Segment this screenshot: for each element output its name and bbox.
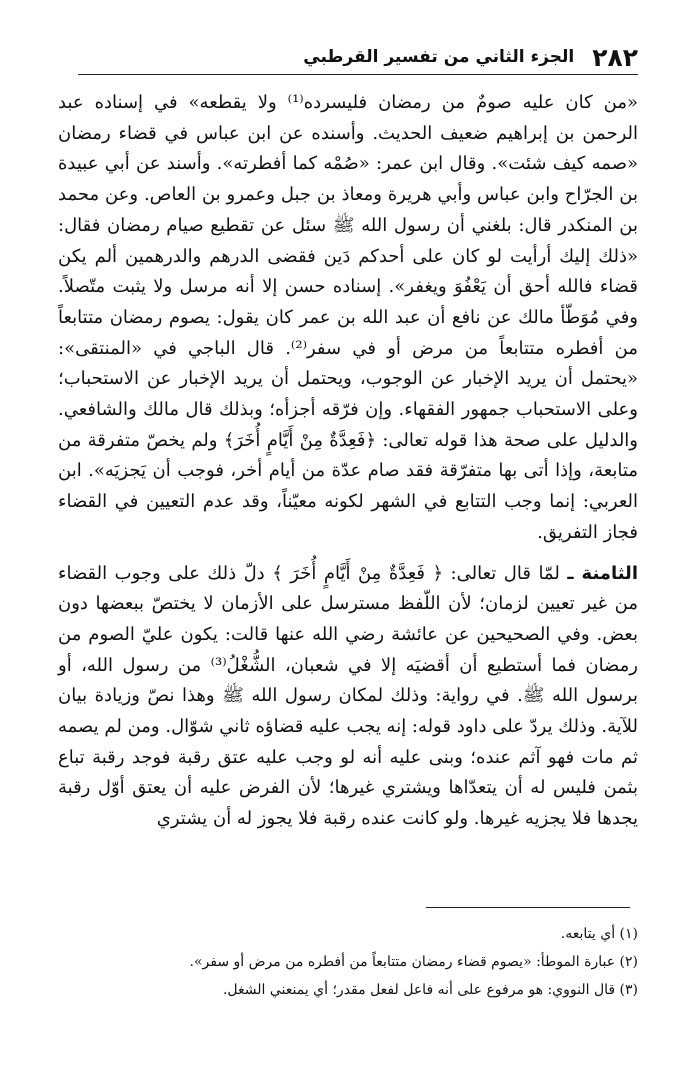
page-header bbox=[78, 40, 638, 75]
paragraph bbox=[58, 559, 638, 835]
footnote: (٣) قال النووي: هو مرفوع على أنه فاعل لفعل مقدر؛ أي يمنعني الشغل. bbox=[222, 982, 638, 998]
footnote-divider bbox=[426, 907, 630, 908]
footnote: (٢) عبارة الموطأ: «يصوم قضاء رمضان متتابعاً من أفطره من مرض أو سفر». bbox=[189, 954, 638, 970]
paragraph-text: لمّا قال تعالى: ﴿ فَعِدَّةٌ مِنْ أَيَّامٍ أُخَرَ ﴾ دلّ ذلك على وجوب القضاء من غير تعيين لزمان؛ لأن اللّفظ مسترسل على الأزمان لا يختصّ ببعضها دون بعض. وفي الصحيحين عن عائشة رضي الله عنها قالت: يكون عليّ الصوم من رمضان فما أستطيع أن أقضيَه إلا في شعبان، الشُّغْلُ⁽³⁾ من رسول الله، أو برسول الله ﷺ. في رواية: وذلك لمكان رسول الله ﷺ وهذا نصّ وزيادة بيان للآية. وذلك يردّ على داود قوله: إنه يجب عليه قضاؤه ثاني شوّال. ومن لم يصمه ثم مات فهو آثم عنده؛ وبنى عليه أنه لو وجب عليه عتق رقبة فوجد رقبة تباع بثمن فليس له أن يتعدّاها ويشتري غيرها؛ لأن الفرض عليه أن يعتق أوّل رقبة يجدها فلا يجزيه غيرها. ولو كانت عنده رقبة فلا يجوز له أن يشتري bbox=[58, 562, 638, 830]
page-number: ٢٨٢ bbox=[592, 42, 638, 72]
main-text bbox=[58, 88, 638, 835]
footnote: (١) أي يتابعه. bbox=[560, 926, 638, 942]
footnotes bbox=[70, 920, 638, 1004]
section-heading: الثامنة ـ bbox=[567, 562, 638, 584]
paragraph: «من كان عليه صومٌ من رمضان فليسرده⁽¹⁾ ولا يقطعه» في إسناده عبد الرحمن بن إبراهيم ضعيف الحديث. وأسنده عن ابن عباس في قضاء رمضان «صمه كيف شئت». وقال ابن عمر: «صُمْه كما أفطرته». وأسند عن أبي عبيدة بن الجرّاح وابن عباس وأبي هريرة ومعاذ بن جبل وعمرو بن العاص. وعن محمد بن المنكدر قال: بلغني أن رسول الله ﷺ سئل عن تقطيع صيام رمضان فقال: «ذلك إليك أرأيت لو كان على أحدكم دَين فقضى الدرهم والدرهمين ألم يكن قضاء فالله أحق أن يَعْفُوَ ويغفر». إسناده حسن إلا أنه مرسل ولا يثبت متّصلاً. وفي مُوَطّأ مالك عن نافع أن عبد الله بن عمر كان يقول: يصوم رمضان متتابعاً من أفطره متتابعاً من مرض أو في سفر⁽²⁾. قال الباجي في «المنتقى»: «يحتمل أن يريد الإخبار عن الوجوب، ويحتمل أن يريد الإخبار عن الاستحباب؛ وعلى الاستحباب جمهور الفقهاء. وإن فرّقه أجزأه؛ وبذلك قال مالك والشافعي. والدليل على صحة هذا قوله تعالى: ﴿فَعِدَّةٌ مِنْ أَيَّامٍ أُخَرَ﴾ ولم يخصّ متفرقة من متابعة، وإذا أتى بها متفرّقة فقد صام عدّة من أيام أخر، فوجب أن يَجزيَه». ابن العربي: إنما وجب التتابع في الشهر لكونه معيّناً، وقد عدم التعيين في القضاء فجاز التفريق. bbox=[58, 92, 638, 543]
running-title: الجزء الثاني من تفسير القرطبي bbox=[303, 47, 575, 67]
